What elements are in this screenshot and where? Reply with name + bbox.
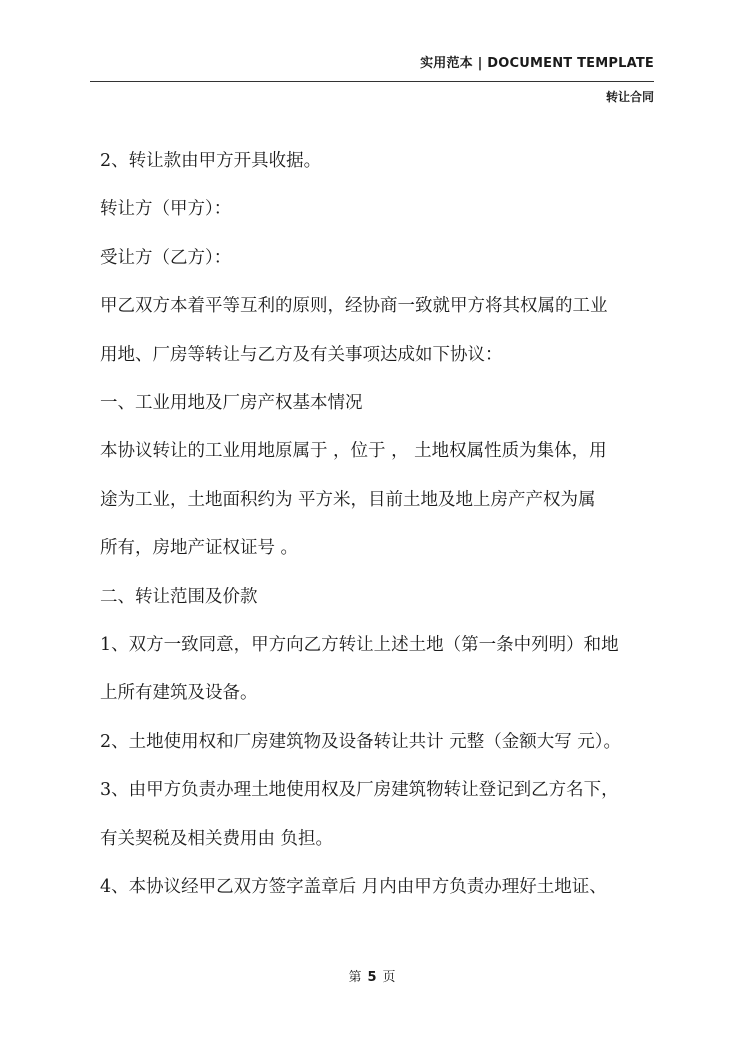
paragraph-transferor: 转让方（甲方）：	[100, 199, 232, 220]
paragraph-land-info-line-3: 所有，房地产证权证号 。	[100, 538, 299, 559]
paragraph-clause-1-line-2: 上所有建筑及设备。	[100, 683, 258, 704]
section-heading-scope-price: 二、转让范围及价款	[100, 586, 258, 607]
paragraph-clause-4-line-1: 4、本协议经甲乙双方签字盖章后 月内由甲方负责办理好土地证、	[100, 877, 607, 898]
paragraph-clause-3-line-1: 3、由甲方负责办理土地使用权及厂房建筑物转让登记到乙方名下，	[100, 780, 619, 801]
paragraph-receipt: 2、转让款由甲方开具收据。	[100, 151, 322, 171]
paragraph-preamble-line-1: 甲乙双方本着平等互利的原则，经协商一致就甲方将其权属的工业	[100, 296, 608, 317]
header-subtitle: 转让合同	[605, 90, 654, 104]
footer-suffix: 页	[382, 970, 396, 985]
header-title: 实用范本 | DOCUMENT TEMPLATE	[420, 56, 654, 71]
paragraph-clause-2: 2、土地使用权和厂房建筑物及设备转让共计 元整（金额大写 元）。	[100, 731, 622, 752]
page-number: 5	[367, 970, 377, 985]
paragraph-clause-3-line-2: 有关契税及相关费用由 负担。	[100, 828, 334, 849]
page-footer	[0, 966, 744, 985]
paragraph-preamble-line-2: 用地、厂房等转让与乙方及有关事项达成如下协议：	[100, 344, 503, 365]
footer-prefix: 第	[348, 970, 362, 985]
section-heading-property-info: 一、工业用地及厂房产权基本情况	[100, 393, 363, 414]
paragraph-transferee: 受让方（乙方）：	[100, 247, 232, 268]
paragraph-land-info-line-2: 途为工业，土地面积约为 平方米，目前土地及地上房产产权为属	[100, 489, 596, 510]
paragraph-land-info-line-1: 本协议转让的工业用地原属于 ，位于 ， 土地权属性质为集体，用	[100, 441, 607, 462]
document-body	[100, 137, 660, 912]
paragraph-clause-1-line-1: 1、双方一致同意，甲方向乙方转让上述土地（第一条中列明）和地	[100, 635, 619, 656]
header-divider	[90, 81, 654, 82]
